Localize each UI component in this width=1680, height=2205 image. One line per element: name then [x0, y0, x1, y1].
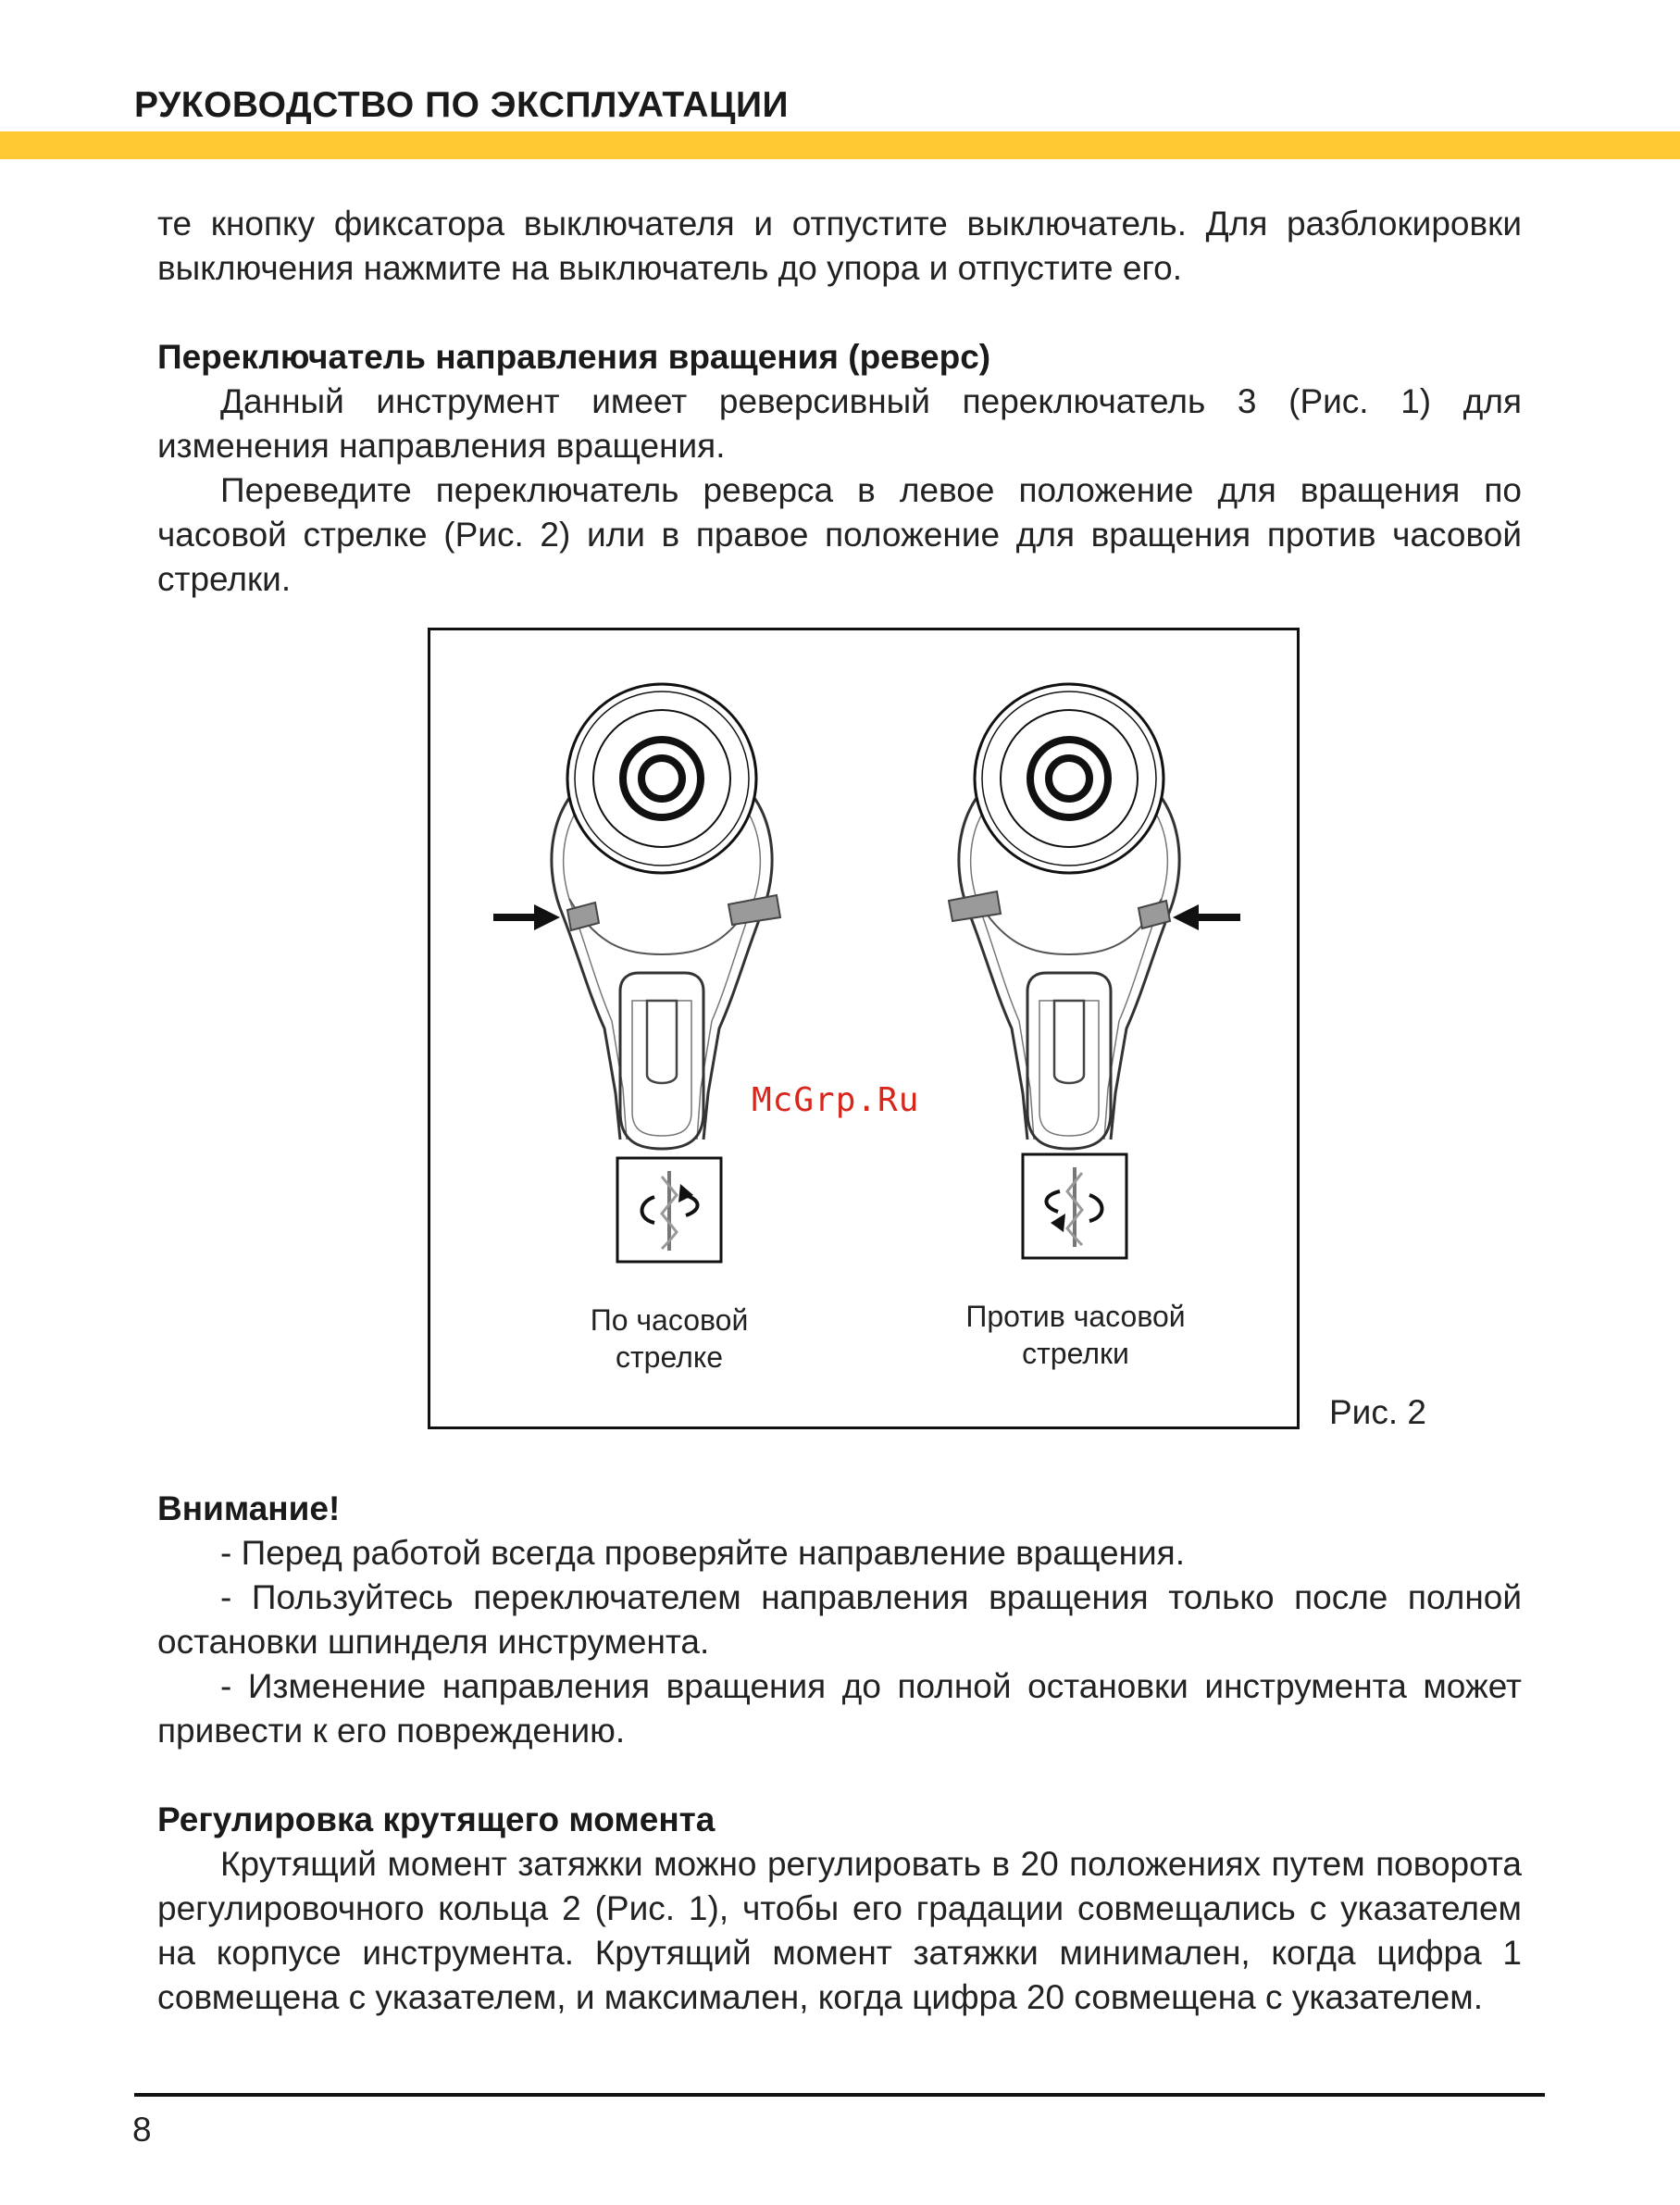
caption-counterclockwise-line-1: Против часовой [965, 1300, 1186, 1333]
reverse-heading: Переключатель направления вращения (реверс) [157, 338, 991, 376]
warning-item-1: - Перед работой всегда проверяйте направление вращения. [220, 1534, 1185, 1572]
torque-section [157, 1798, 1522, 2020]
reverse-paragraph-2: Переведите переключатель реверса в левое положение для вращения по часовой стрелке (Рис. 2) или в правое положение для вращения против часовой стрелки. [157, 471, 1522, 598]
reverse-switch-left-extended [728, 895, 780, 925]
reverse-section [157, 335, 1522, 602]
warning-item-2: - Пользуйтесь переключателем направления вращения только после полной остановки шпинделя инструмента. [157, 1578, 1522, 1661]
caption-counterclockwise-line-2: стрелки [1022, 1337, 1129, 1370]
caption-clockwise [530, 1302, 808, 1376]
torque-paragraph: Крутящий момент затяжки можно регулировать в 20 положениях путем поворота регулировочного кольца 2 (Рис. 1), чтобы его градации совмещались с указателем на корпусе инструмента. Крутящий момент затяжки минимален, когда цифра 1 совмещена с указателем, и максимален, когда цифра 20 совмещена с указателем. [157, 1845, 1522, 2016]
intro-paragraph: те кнопку фиксатора выключателя и отпустите выключатель. Для разблокировки выключения нажмите на выключатель до упора и отпустите его. [157, 205, 1522, 287]
intro-block [157, 202, 1522, 291]
figure-label: Рис. 2 [1329, 1393, 1426, 1431]
arrow-right-icon [493, 904, 560, 930]
warning-heading: Внимание! [157, 1489, 341, 1527]
caption-clockwise-line-1: По часовой [590, 1303, 749, 1337]
page-number: 8 [132, 2111, 152, 2149]
page-header-title: РУКОВОДСТВО ПО ЭКСПЛУАТАЦИИ [134, 85, 790, 125]
header-accent-bar [0, 131, 1680, 159]
caption-clockwise-line-2: стрелке [615, 1340, 723, 1374]
footer-divider [134, 2093, 1545, 2097]
torque-heading: Регулировка крутящего момента [157, 1800, 716, 1838]
arrow-left-icon [1173, 904, 1240, 930]
figure-2-frame [428, 628, 1300, 1429]
counterclockwise-rotation-icon [1023, 1154, 1126, 1258]
reverse-paragraph-1: Данный инструмент имеет реверсивный переключатель 3 (Рис. 1) для изменения направления вращения. [157, 382, 1522, 465]
watermark-text: McGrp.Ru [752, 1081, 920, 1119]
caption-counterclockwise [937, 1298, 1214, 1372]
warning-item-3: - Изменение направления вращения до полной остановки инструмента может привести к его повреждению. [157, 1667, 1522, 1750]
clockwise-rotation-icon [617, 1158, 721, 1262]
warning-section [157, 1487, 1522, 1753]
reverse-switch-right-extended [949, 891, 1001, 921]
